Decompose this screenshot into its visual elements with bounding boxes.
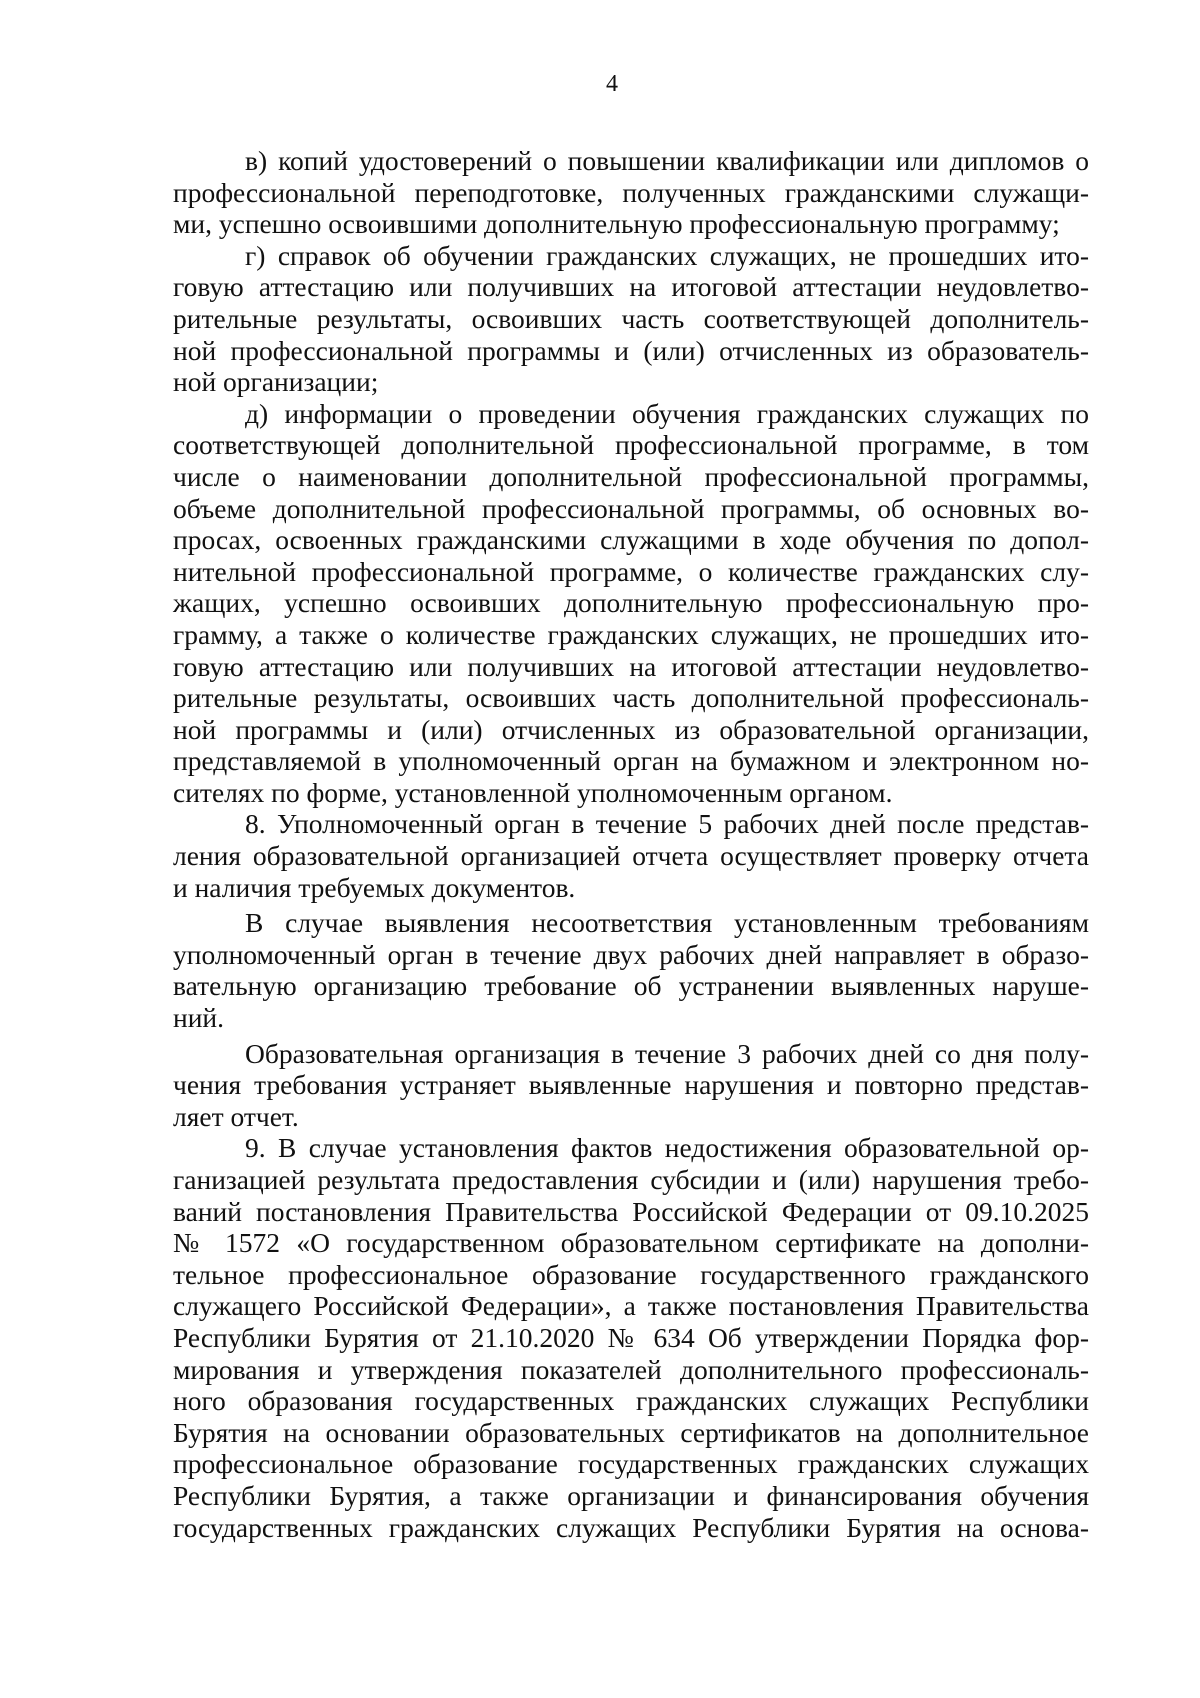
paragraph [173,907,1089,1033]
text-line: 9. В случае установления фактов недостижения образовательной ор- [245,1132,1089,1164]
text-line: Республики Бурятия от 21.10.2020 № 634 Об утверждении Порядка фор- [173,1321,1089,1353]
text-line: профессиональной переподготовке, полученных гражданскими служащи- [173,176,1089,208]
text-line: г) справок об обучении гражданских служащих, не прошедших ито- [245,239,1089,271]
paragraph [173,398,1089,809]
text-line: профессиональное образование государственных гражданских служащих [173,1448,1089,1480]
text-line: представляемой в уполномоченный орган на бумажном и электронном но- [173,745,1089,777]
document-body [173,145,1089,1543]
text-line: ного образования государственных гражданских служащих Республики [173,1385,1089,1417]
text-line: ваний постановления Правительства Российской Федерации от 09.10.2025 [173,1195,1089,1227]
text-line: ганизацией результата предоставления субсидии и (или) нарушения требо- [173,1164,1089,1195]
text-line: говую аттестацию или получивших на итоговой аттестации неудовлетво- [173,271,1089,303]
text-line: ляет отчет. [173,1100,299,1132]
text-line: нительной профессиональной программе, о количестве гражданских слу- [173,555,1089,587]
text-line: ний. [173,1002,225,1034]
text-line: числе о наименовании дополнительной профессиональной программы, [173,460,1089,492]
text-line: 8. Уполномоченный орган в течение 5 рабочих дней после представ- [245,808,1089,840]
paragraph [173,240,1089,398]
text-line: чения требования устраняет выявленные нарушения и повторно представ- [173,1069,1089,1101]
text-line: тельное профессиональное образование государственного гражданского [173,1258,1089,1290]
page-number: 4 [606,71,618,97]
text-line: жащих, успешно освоивших дополнительную профессиональную про- [173,587,1089,619]
text-line: № 1572 «О государственном образовательном сертификате на дополни- [173,1227,1089,1259]
paragraph [173,1132,1089,1543]
text-line: мирования и утверждения показателей дополнительного профессиональ- [173,1353,1089,1385]
paragraph [173,808,1089,903]
text-line: ления образовательной организацией отчета осуществляет проверку отчета [173,840,1089,872]
text-line: Бурятия на основании образовательных сертификатов на дополнительное [173,1416,1089,1448]
text-line: ной программы и (или) отчисленных из образовательной организации, [173,713,1089,745]
text-line: уполномоченный орган в течение двух рабочих дней направляет в образо- [173,938,1089,970]
text-line: грамму, а также о количестве гражданских служащих, не прошедших ито- [173,618,1089,650]
text-line: рительные результаты, освоивших часть соответствующей дополнитель- [173,302,1089,334]
text-line: в) копий удостоверений о повышении квалификации или дипломов о [245,145,1089,176]
text-line: и наличия требуемых документов. [173,871,576,903]
text-line: Республики Бурятия, а также организации и финансирования обучения [173,1479,1089,1511]
text-line: сителях по форме, установленной уполномоченным органом. [173,776,893,808]
text-line: д) информации о проведении обучения гражданских служащих по [245,397,1089,429]
text-line: ной профессиональной программы и (или) отчисленных из образователь- [173,334,1089,366]
text-line: служащего Российской Федерации», а также постановления Правительства [173,1290,1089,1322]
text-line: ми, успешно освоившими дополнительную профессиональную программу; [173,208,1060,240]
text-line: В случае выявления несоответствия установленным требованиям [245,907,1089,939]
text-line: объеме дополнительной профессиональной программы, об основных во- [173,492,1089,524]
text-line: просах, освоенных гражданскими служащими в ходе обучения по допол- [173,524,1089,556]
text-line: говую аттестацию или получивших на итоговой аттестации неудовлетво- [173,650,1089,682]
text-line: рительные результаты, освоивших часть дополнительной профессиональ- [173,682,1089,714]
text-line: вательную организацию требование об устранении выявленных наруше- [173,970,1089,1002]
text-line: государственных гражданских служащих Республики Бурятия на основа- [173,1511,1089,1543]
paragraph [173,1038,1089,1133]
paragraph [173,145,1089,240]
text-line: соответствующей дополнительной профессиональной программе, в том [173,429,1089,461]
text-line: Образовательная организация в течение 3 рабочих дней со дня полу- [245,1037,1089,1069]
text-line: ной организации; [173,366,379,398]
